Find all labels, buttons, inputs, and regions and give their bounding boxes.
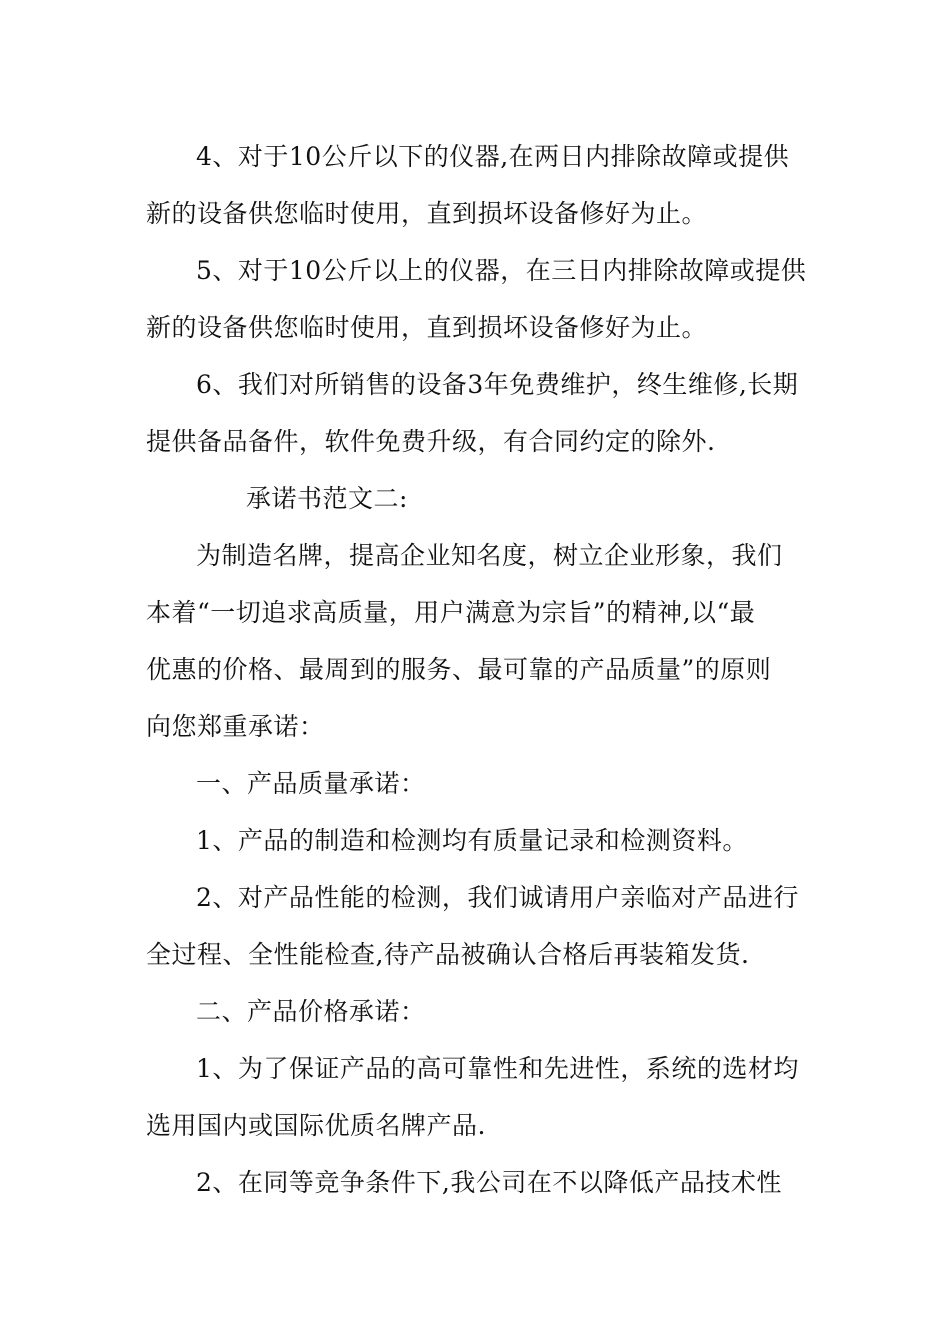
- text-line: 5、对于10公斤以上的仪器，在三日内排除故障或提供: [196, 256, 806, 285]
- paragraph-item-5: [146, 242, 806, 356]
- text-line: 新的设备供您临时使用，直到损坏设备修好为止。: [146, 199, 708, 228]
- paragraph-quality-2: [146, 869, 806, 983]
- text-line: 二、产品价格承诺：: [196, 997, 426, 1026]
- text-line: 1、产品的制造和检测均有质量记录和检测资料。: [196, 826, 748, 855]
- section-heading-quality: [146, 755, 806, 812]
- section-heading-template-two: [146, 470, 806, 527]
- text-line: 新的设备供您临时使用，直到损坏设备修好为止。: [146, 313, 708, 342]
- text-line: 本着“一切追求高质量，用户满意为宗旨”的精神,以“最: [146, 598, 756, 627]
- text-line: 2、在同等竞争条件下,我公司在不以降低产品技术性: [196, 1168, 782, 1197]
- text-line: 4、对于10公斤以下的仪器,在两日内排除故障或提供: [196, 142, 790, 171]
- paragraph-price-2: [146, 1154, 806, 1211]
- text-line: 向您郑重承诺：: [146, 712, 325, 741]
- paragraph-item-6: [146, 356, 806, 470]
- text-line: 承诺书范文二:: [246, 484, 408, 513]
- paragraph-quality-1: [146, 812, 806, 869]
- paragraph-intro: [146, 527, 806, 755]
- section-heading-price: [146, 983, 806, 1040]
- text-line: 优惠的价格、最周到的服务、最可靠的产品质量”的原则: [146, 655, 772, 684]
- text-line: 选用国内或国际优质名牌产品.: [146, 1111, 486, 1140]
- document-page: [146, 128, 806, 1211]
- text-line: 1、为了保证产品的高可靠性和先进性，系统的选材均: [196, 1054, 799, 1083]
- text-line: 为制造名牌，提高企业知名度，树立企业形象，我们: [196, 541, 783, 570]
- text-line: 2、对产品性能的检测，我们诚请用户亲临对产品进行: [196, 883, 799, 912]
- text-line: 6、我们对所销售的设备3年免费维护，终生维修,长期: [196, 370, 799, 399]
- text-line: 一、产品质量承诺：: [196, 769, 426, 798]
- paragraph-item-4: [146, 128, 806, 242]
- text-line: 全过程、全性能检查,待产品被确认合格后再装箱发货.: [146, 940, 750, 969]
- text-line: 提供备品备件，软件免费升级，有合同约定的除外.: [146, 427, 716, 456]
- paragraph-price-1: [146, 1040, 806, 1154]
